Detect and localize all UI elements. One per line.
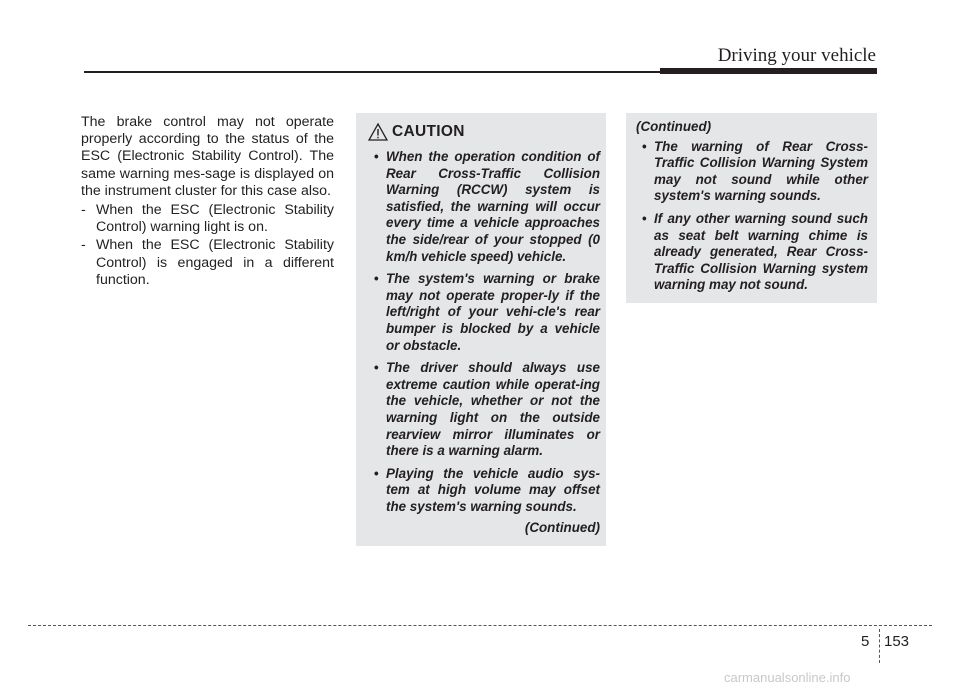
list-item-text: When the ESC (Electronic Stability Control) warning light is on. (96, 202, 334, 236)
continued-label: (Continued) (636, 119, 712, 134)
header-rule-accent (660, 68, 877, 74)
intro-paragraph: The brake control may not operate properly according to the status of the ESC (Electronic Stability Control). The same warning mes-sage is displayed on the instrument cluster for this case also. (81, 114, 334, 199)
list-item-text: Playing the vehicle audio sys-tem at high volume may offset the system's warning sounds. (386, 465, 600, 514)
list-item-text: When the ESC (Electronic Stability Control) is engaged in a different function. (96, 237, 334, 288)
dash-marker: - (81, 202, 86, 219)
header-title: Driving your vehicle (717, 45, 876, 66)
footer-rule (28, 625, 932, 626)
bullet-marker: • (374, 465, 379, 481)
list-item (368, 271, 600, 354)
list-item-text: The driver should always use extreme caution while operat-ing the vehicle, whether or not the warning light on the outside rearview mirror illuminates or there is a warning alarm. (386, 360, 600, 459)
list-item-text: The system's warning or brake may not operate proper-ly if the left/right of your vehi-cle's rear bumper is blocked by a vehicle or obstacle. (386, 271, 600, 353)
bullet-marker: • (374, 360, 379, 376)
list-item (368, 466, 600, 516)
caution-continued-text (636, 119, 868, 300)
page-number: 153 (884, 633, 910, 650)
list-item-text: When the operation condition of Rear Cross-Traffic Collision Warning (RCCW) system is satisfied, the warning will occur every time a vehicle approaches the side/rear of your stopped (0 km/h vehicle speed) vehicle. (386, 149, 600, 264)
list-item (81, 202, 334, 236)
caution-title: CAUTION (392, 123, 465, 140)
continued-label: (Continued) (524, 520, 600, 536)
footer-divider (879, 629, 880, 663)
caution-box (356, 113, 606, 546)
bullet-marker: • (642, 138, 647, 154)
bullet-marker: • (642, 210, 647, 226)
dash-marker: - (81, 237, 86, 254)
list-item (368, 149, 600, 265)
watermark: carmanualsonline.info (724, 670, 851, 685)
caution-heading (368, 121, 465, 143)
list-item (636, 211, 868, 294)
list-item-text: The warning of Rear Cross-Traffic Collision Warning System may not sound while other system's warning sounds. (654, 138, 868, 204)
bullet-marker: • (374, 149, 379, 164)
caution-continued-list (636, 139, 868, 294)
condition-list (81, 202, 334, 289)
header-rule (84, 71, 660, 73)
caution-text (368, 149, 600, 537)
chapter-number: 5 (861, 633, 870, 650)
warning-triangle-icon (368, 123, 388, 141)
list-item-text: If any other warning sound such as seat belt warning chime is already generated, Rear Cross-Traffic Collision Warning system warning may not sound. (654, 210, 868, 293)
body-column (81, 114, 334, 290)
list-item (636, 139, 868, 205)
bullet-marker: • (374, 271, 379, 287)
caution-list (368, 149, 600, 515)
list-item (368, 360, 600, 460)
list-item (81, 237, 334, 289)
caution-continued-box (626, 113, 877, 303)
